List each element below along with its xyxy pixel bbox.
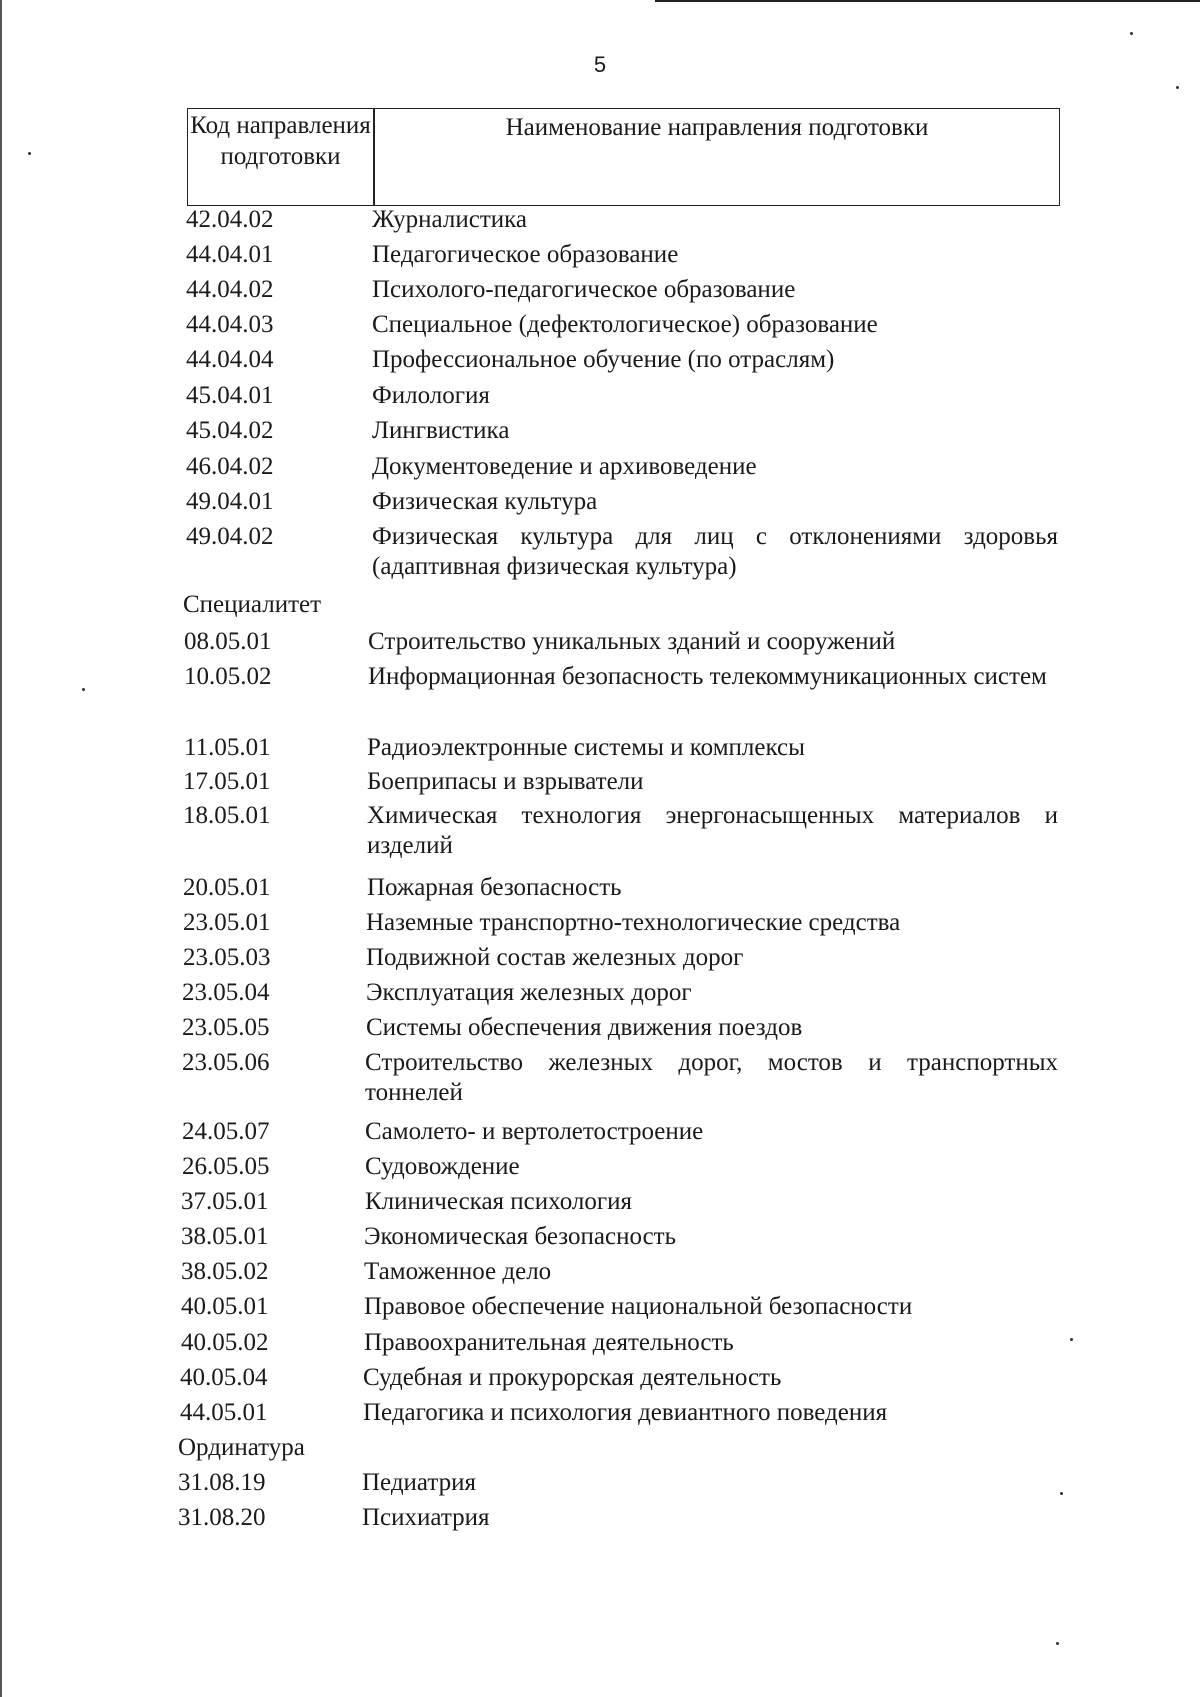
program-name: Документоведение и архивоведение <box>372 453 757 480</box>
program-code: 45.04.01 <box>186 382 274 409</box>
section-heading-ordinatura: Ординатура <box>178 1434 305 1461</box>
program-code: 46.04.02 <box>186 453 274 480</box>
program-code: 40.05.01 <box>181 1293 269 1320</box>
program-name: Филология <box>372 382 490 409</box>
program-code: 49.04.02 <box>186 523 274 550</box>
program-code: 24.05.07 <box>182 1118 270 1145</box>
program-name: Подвижной состав железных дорог <box>366 944 744 971</box>
program-name: Психолого-педагогическое образование <box>372 276 796 303</box>
program-name: Журналистика <box>372 206 527 233</box>
program-code: 31.08.20 <box>178 1504 266 1531</box>
program-name: Боеприпасы и взрыватели <box>367 768 644 795</box>
program-name: Педиатрия <box>362 1469 476 1496</box>
program-code: 08.05.01 <box>184 628 272 655</box>
program-code: 26.05.05 <box>182 1153 270 1180</box>
program-code: 31.08.19 <box>178 1469 266 1496</box>
program-code: 44.04.01 <box>186 241 274 268</box>
scan-speck <box>1070 1338 1073 1341</box>
program-name: Судовождение <box>365 1153 520 1180</box>
program-name: Специальное (дефектологическое) образование <box>372 311 878 338</box>
scan-speck <box>28 152 31 155</box>
program-name: Радиоэлектронные системы и комплексы <box>367 734 805 761</box>
program-code: 18.05.01 <box>183 802 271 829</box>
program-name: Пожарная безопасность <box>367 874 622 901</box>
program-code: 11.05.01 <box>184 734 271 761</box>
scan-speck <box>1060 1492 1063 1495</box>
program-name: Таможенное дело <box>364 1258 552 1285</box>
program-code: 23.05.01 <box>183 909 271 936</box>
program-name: Клиническая психология <box>365 1188 632 1215</box>
section-heading-specialitet: Специалитет <box>183 591 322 618</box>
program-name: Самолето- и вертолетостроение <box>365 1118 704 1145</box>
program-name: Правоохранительная деятельность <box>364 1329 734 1356</box>
program-code: 10.05.02 <box>184 663 272 690</box>
program-name: Экономическая безопасность <box>364 1223 676 1250</box>
program-name: Строительство уникальных зданий и сооружений <box>368 628 896 655</box>
program-name: Педагогическое образование <box>372 241 679 268</box>
page-number: 5 <box>593 52 607 77</box>
program-code: 49.04.01 <box>186 488 274 515</box>
program-code: 40.05.02 <box>181 1329 269 1356</box>
program-name: Наземные транспортно-технологические средства <box>366 909 901 936</box>
program-code: 37.05.01 <box>181 1188 269 1215</box>
scan-speck <box>1056 1642 1059 1645</box>
program-name: Правовое обеспечение национальной безопасности <box>364 1293 913 1320</box>
program-code: 38.05.01 <box>181 1223 269 1250</box>
program-code: 44.04.02 <box>186 276 274 303</box>
program-name: Эксплуатация железных дорог <box>366 979 692 1006</box>
scan-speck <box>1130 32 1133 35</box>
header-name-column: Наименование направления подготовки <box>505 114 929 141</box>
scan-speck <box>1176 86 1179 89</box>
program-code: 20.05.01 <box>183 874 271 901</box>
program-code: 44.05.01 <box>180 1399 268 1426</box>
program-name: Физическая культура <box>372 488 598 515</box>
program-code: 40.05.04 <box>180 1364 268 1391</box>
program-name: Химическая технология энергонасыщенных материалов и изделий <box>367 802 1058 859</box>
program-code: 23.05.04 <box>182 979 270 1006</box>
program-name: Психиатрия <box>362 1504 490 1531</box>
program-name: Информационная безопасность телекоммуникационных систем <box>368 663 1047 690</box>
scan-speck <box>82 688 85 691</box>
program-code: 23.05.05 <box>182 1014 270 1041</box>
program-code: 17.05.01 <box>183 768 271 795</box>
program-name: Судебная и прокурорская деятельность <box>363 1364 782 1391</box>
program-code: 23.05.06 <box>182 1049 270 1076</box>
program-name: Профессиональное обучение (по отраслям) <box>372 346 835 373</box>
program-name: Лингвистика <box>372 417 510 444</box>
program-code: 44.04.03 <box>186 311 274 338</box>
program-name: Физическая культура для лиц с отклонениями здоровья (адаптивная физическая культура) <box>372 523 1058 580</box>
program-code: 38.05.02 <box>181 1258 269 1285</box>
program-code: 45.04.02 <box>186 417 274 444</box>
program-code: 23.05.03 <box>183 944 271 971</box>
program-code: 44.04.04 <box>186 346 274 373</box>
program-name: Системы обеспечения движения поездов <box>366 1014 803 1041</box>
program-code: 42.04.02 <box>186 206 274 233</box>
program-name: Строительство железных дорог, мостов и транспортных тоннелей <box>365 1049 1058 1106</box>
header-code-column: Код направления подготовки <box>190 112 371 170</box>
program-name: Педагогика и психология девиантного поведения <box>363 1399 888 1426</box>
